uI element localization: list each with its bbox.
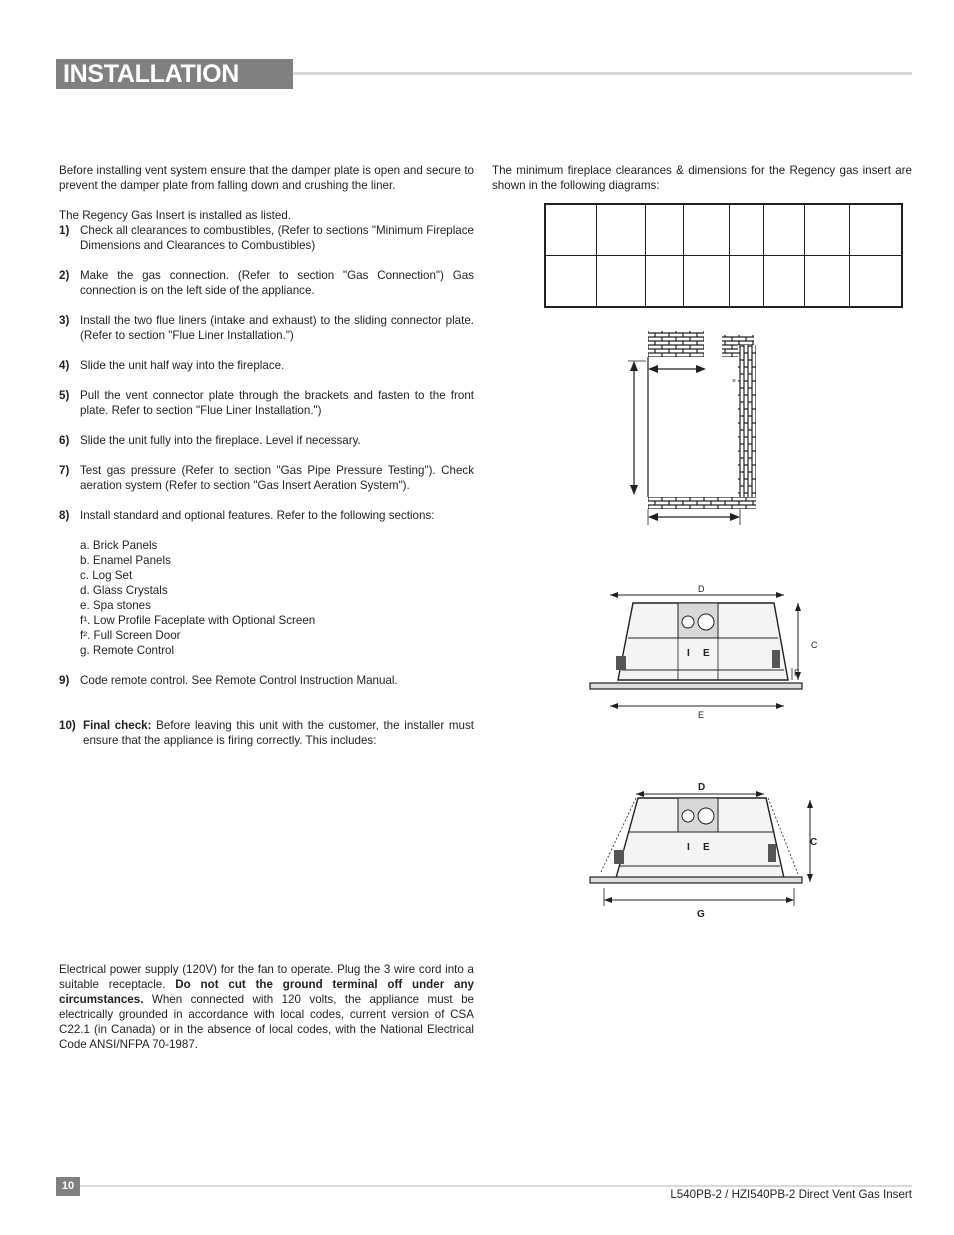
step-10 <box>59 718 474 748</box>
feature-list <box>80 538 474 658</box>
table-cell <box>684 256 730 308</box>
footer-rule <box>80 1185 912 1187</box>
feature-item: a. Brick Panels <box>80 539 158 552</box>
table-cell <box>805 204 850 256</box>
step-6 <box>59 433 474 448</box>
table-cell <box>764 256 805 308</box>
final-check-label: Final check: <box>83 719 152 732</box>
install-steps <box>59 223 474 523</box>
intro-paragraph: Before installing vent system ensure that the damper plate is open and secure to prevent the damper plate from falling down and crushing the liner. <box>59 164 474 192</box>
right-column <box>492 163 912 193</box>
step-text: Make the gas connection. (Refer to section "Gas Connection") Gas connection is on the left side of the appliance. <box>80 269 474 297</box>
step-text: Check all clearances to combustibles, (Refer to sections "Minimum Fireplace Dimensions and Clearances to Combustibles) <box>80 224 474 252</box>
footer-doc-title: L540PB-2 / HZI540PB-2 Direct Vent Gas Insert <box>670 1188 912 1201</box>
dim-label-g: G <box>697 909 705 920</box>
step-number: 3) <box>59 314 70 327</box>
table-cell <box>545 256 597 308</box>
step-number: 4) <box>59 359 70 372</box>
brick-wall-top-left <box>648 331 704 357</box>
svg-text:E: E <box>703 648 710 659</box>
feature-item: e. Spa stones <box>80 599 151 612</box>
feature-item: g. Remote Control <box>80 644 175 657</box>
dim-label-c: C <box>811 640 818 650</box>
table-cell <box>646 256 684 308</box>
step-text: Install the two flue liners (intake and exhaust) to the sliding connector plate. (Refer to section "Flue Liner Installation.") <box>80 314 474 342</box>
step-7 <box>59 463 474 493</box>
svg-text:E: E <box>703 842 710 853</box>
electrical-warning: Do not cut the ground terminal off under any circumstances. <box>59 978 474 1006</box>
electrical-text-2: When connected with 120 volts, the appliance must be electrically grounded in accordance with local codes, current version of CSA C22.1 (in Canada) or in the absence of local codes, with the National Electrical Code ANSI/NFPA 70-1987. <box>59 993 474 1051</box>
dim-label-d: D <box>698 584 705 594</box>
step-text: Code remote control. See Remote Control Instruction Manual. <box>80 674 398 687</box>
table-cell <box>597 204 646 256</box>
electrical-text-1: Electrical power supply (120V) for the fan to operate. Plug the 3 wire cord into a suitable receptacle. <box>59 963 474 991</box>
step-text: Pull the vent connector plate through the brackets and fasten to the front plate. Refer to section "Flue Liner Installation.") <box>80 389 474 417</box>
step-text: Install standard and optional features. Refer to the following sections: <box>80 509 435 522</box>
left-column <box>59 163 474 748</box>
clearances-table <box>544 203 903 308</box>
table-cell <box>764 204 805 256</box>
step-2 <box>59 268 474 298</box>
step-text: Slide the unit half way into the fireplace. <box>80 359 285 372</box>
step-text: Test gas pressure (Refer to section "Gas Pipe Pressure Testing"). Check aeration system (Refer to section "Gas Insert Aeration System"). <box>80 464 474 492</box>
installed-as-listed: The Regency Gas Insert is installed as listed. <box>59 209 291 222</box>
step-number: 5) <box>59 389 70 402</box>
table-cell <box>850 204 903 256</box>
step-text <box>83 718 474 748</box>
insert-diagram-2 <box>588 778 828 923</box>
header-rule <box>293 72 912 75</box>
final-check-text: Before leaving this unit with the customer, the installer must ensure that the appliance is firing correctly. This includes: <box>83 719 474 747</box>
page-number: 10 <box>56 1177 80 1196</box>
clearances-intro: The minimum fireplace clearances & dimensions for the Regency gas insert are shown in the following diagrams: <box>492 164 912 192</box>
table-cell <box>684 204 730 256</box>
feature-item: f². Full Screen Door <box>80 629 181 642</box>
table-row <box>545 204 902 256</box>
svg-text:I: I <box>687 842 690 853</box>
table-cell <box>646 204 684 256</box>
table-row <box>545 256 902 308</box>
svg-text:×: × <box>732 378 737 385</box>
step-3 <box>59 313 474 343</box>
electrical-paragraph <box>59 962 474 1052</box>
dim-label-c: C <box>810 837 818 848</box>
step-1 <box>59 223 474 253</box>
step-text: Slide the unit fully into the fireplace. Level if necessary. <box>80 434 361 447</box>
dim-label-f: F <box>794 668 800 678</box>
page-title: INSTALLATION <box>63 60 240 88</box>
dim-label-e: E <box>698 710 705 720</box>
dim-label-d: D <box>698 782 706 793</box>
step-number: 6) <box>59 434 70 447</box>
step-4 <box>59 358 474 373</box>
table-cell <box>597 256 646 308</box>
table-cell <box>545 204 597 256</box>
svg-text:I: I <box>687 648 690 659</box>
step-number: 7) <box>59 464 70 477</box>
feature-item: f¹. Low Profile Faceplate with Optional Screen <box>80 614 316 627</box>
step-9 <box>59 673 474 688</box>
step-number: 2) <box>59 269 70 282</box>
step-number: 8) <box>59 509 70 522</box>
table-cell <box>730 256 764 308</box>
table-cell <box>850 256 903 308</box>
step-number: 9) <box>59 674 70 687</box>
feature-item: c. Log Set <box>80 569 133 582</box>
brick-wall-right <box>738 345 756 497</box>
step-8 <box>59 508 474 523</box>
feature-item: d. Glass Crystals <box>80 584 168 597</box>
table-cell <box>805 256 850 308</box>
step-number: 10) <box>59 719 76 732</box>
table-cell <box>730 204 764 256</box>
fireplace-plan-diagram <box>620 325 770 530</box>
step-number: 1) <box>59 224 70 237</box>
feature-item: b. Enamel Panels <box>80 554 171 567</box>
step-5 <box>59 388 474 418</box>
insert-diagram-1 <box>588 580 828 720</box>
brick-wall-bottom <box>648 497 756 509</box>
